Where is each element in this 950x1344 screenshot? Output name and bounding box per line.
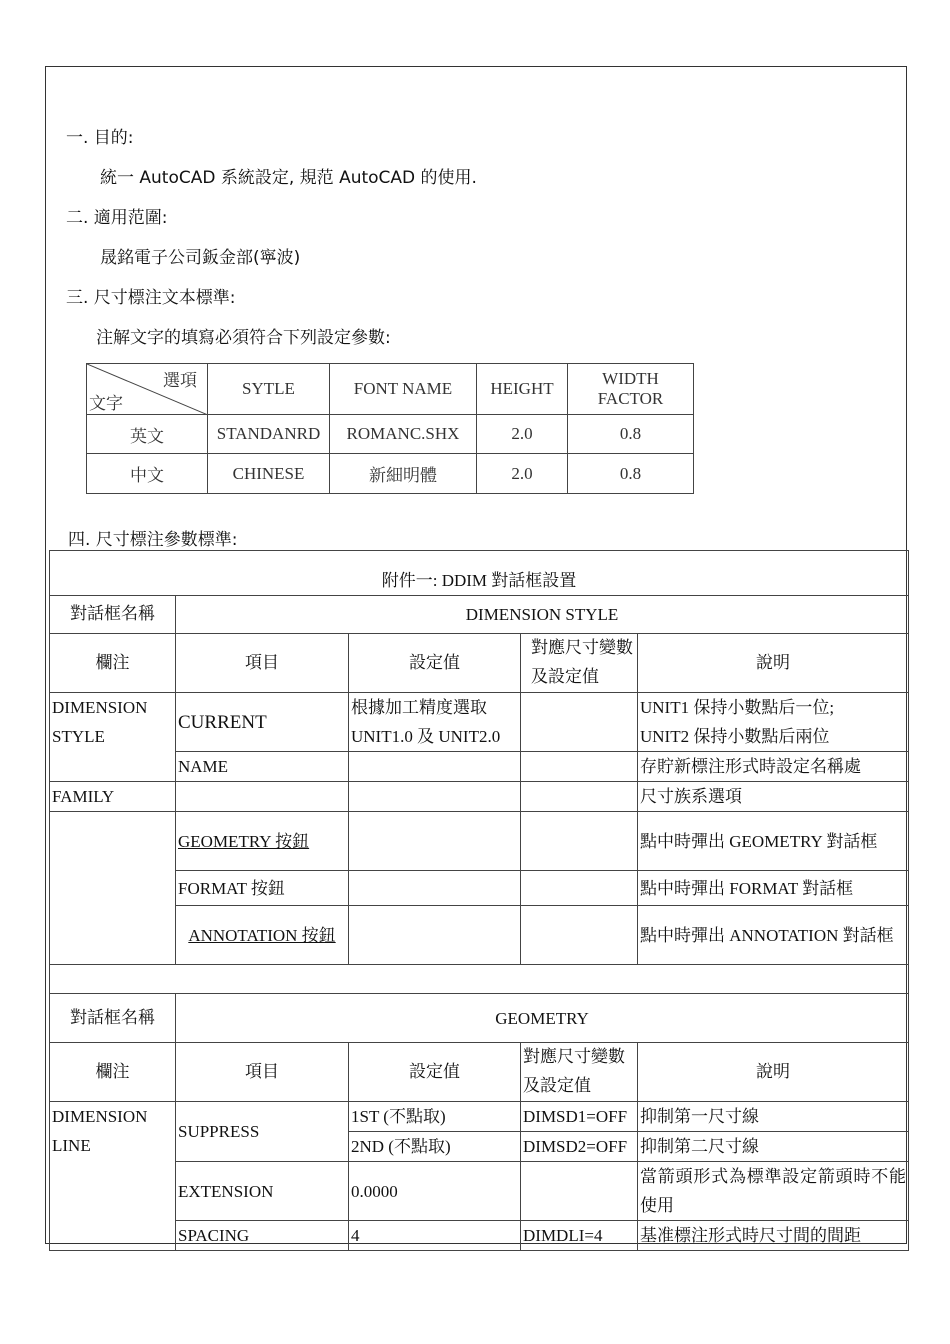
row-height: 2.0 bbox=[477, 415, 568, 454]
item-name: NAME bbox=[176, 752, 349, 782]
header-value-2: 設定值 bbox=[349, 1043, 521, 1102]
section-1-body: 統一 AutoCAD 系統設定, 規范 AutoCAD 的使用. bbox=[100, 168, 477, 188]
geometry-button-label[interactable]: GEOMETRY 按鈕 bbox=[178, 831, 310, 851]
item-suppress: SUPPRESS bbox=[176, 1102, 349, 1162]
suppress-1-description: 抑制第一尺寸線 bbox=[638, 1102, 909, 1132]
format-button-label[interactable]: FORMAT 按鈕 bbox=[176, 871, 349, 906]
section-4-title: 四. 尺寸標注參數標準: bbox=[68, 530, 238, 550]
header-style: SYTLE bbox=[208, 364, 330, 415]
row-font: ROMANC.SHX bbox=[330, 415, 477, 454]
header-description: 說明 bbox=[638, 634, 909, 693]
header-item-2: 項目 bbox=[176, 1043, 349, 1102]
current-value: 根據加工精度選取 UNIT1.0 及 UNIT2.0 bbox=[349, 693, 521, 752]
header-variable-2: 對應尺寸變數及設定值 bbox=[521, 1043, 638, 1102]
header-column: 欄注 bbox=[50, 634, 176, 693]
row-label: 英文 bbox=[87, 415, 208, 454]
row-label: 中文 bbox=[87, 454, 208, 494]
item-extension: EXTENSION bbox=[176, 1162, 349, 1221]
header-font-name: FONT NAME bbox=[330, 364, 477, 415]
item-current: CURRENT bbox=[176, 693, 349, 752]
suppress-1-variable: DIMSD1=OFF bbox=[521, 1102, 638, 1132]
suppress-2-variable: DIMSD2=OFF bbox=[521, 1132, 638, 1162]
header-column-2: 欄注 bbox=[50, 1043, 176, 1102]
table-row bbox=[87, 454, 694, 494]
ddim-settings-table bbox=[49, 550, 909, 1251]
dialog-name-label-2: 對話框名稱 bbox=[50, 994, 176, 1043]
spacing-variable: DIMDLI=4 bbox=[521, 1221, 638, 1251]
header-width-factor: WIDTH FACTOR bbox=[568, 364, 694, 415]
family-description: 尺寸族系選項 bbox=[638, 782, 909, 812]
spacing-description: 基准標注形式時尺寸間的間距 bbox=[638, 1221, 909, 1251]
dimension-line-cell: DIMENSION LINE bbox=[50, 1102, 176, 1251]
suppress-2-description: 抑制第二尺寸線 bbox=[638, 1132, 909, 1162]
header-height: HEIGHT bbox=[477, 364, 568, 415]
dialog-name-value-2: GEOMETRY bbox=[176, 994, 909, 1043]
section-2-title: 二. 適用范圍: bbox=[66, 208, 168, 228]
extension-description: 當箭頭形式為標準設定箭頭時不能使用 bbox=[638, 1162, 909, 1221]
header-value: 設定值 bbox=[349, 634, 521, 693]
current-description bbox=[638, 693, 909, 752]
name-description: 存貯新標注形式時設定名稱處 bbox=[638, 752, 909, 782]
header-item: 項目 bbox=[176, 634, 349, 693]
suppress-1-value: 1ST (不點取) bbox=[349, 1102, 521, 1132]
suppress-2-value: 2ND (不點取) bbox=[349, 1132, 521, 1162]
family-cell: FAMILY bbox=[50, 782, 176, 812]
dialog-name-value: DIMENSION STYLE bbox=[176, 596, 909, 634]
item-spacing: SPACING bbox=[176, 1221, 349, 1251]
section-3-body: 注解文字的填寫必須符合下列設定參數: bbox=[96, 328, 391, 348]
ddim-caption: 附件一: DDIM 對話框設置 bbox=[50, 551, 909, 596]
spacing-value: 4 bbox=[349, 1221, 521, 1251]
spacer-row bbox=[50, 965, 909, 994]
section-1-title: 一. 目的: bbox=[66, 128, 134, 148]
annotation-button-label[interactable]: ANNOTATION 按鈕 bbox=[188, 925, 336, 945]
geometry-description: 點中時彈出 GEOMETRY 對話框 bbox=[638, 812, 909, 871]
extension-value: 0.0000 bbox=[349, 1162, 521, 1221]
current-desc-line2: UNIT2 保持小數點后兩位 bbox=[640, 727, 830, 746]
row-width: 0.8 bbox=[568, 415, 694, 454]
header-variable: 對應尺寸變數及設定值 bbox=[521, 634, 638, 693]
annotation-description: 點中時彈出 ANNOTATION 對話框 bbox=[638, 906, 909, 965]
row-font: 新細明體 bbox=[330, 454, 477, 494]
header-description-2: 說明 bbox=[638, 1043, 909, 1102]
row-height: 2.0 bbox=[477, 454, 568, 494]
corner-header-cell bbox=[87, 364, 208, 415]
current-desc-line1: UNIT1 保持小數點后一位; bbox=[640, 698, 835, 717]
section-3-title: 三. 尺寸標注文本標準: bbox=[66, 288, 236, 308]
corner-bottom-label: 文字 bbox=[89, 394, 123, 414]
row-width: 0.8 bbox=[568, 454, 694, 494]
table-row bbox=[87, 415, 694, 454]
dialog-name-label: 對話框名稱 bbox=[50, 596, 176, 634]
dimension-style-cell: DIMENSION STYLE bbox=[50, 693, 176, 782]
section-2-body: 晟銘電子公司鈑金部(寧波) bbox=[100, 248, 301, 268]
corner-top-label: 選項 bbox=[163, 371, 197, 391]
current-variable bbox=[521, 693, 638, 752]
row-style: CHINESE bbox=[208, 454, 330, 494]
row-style: STANDANRD bbox=[208, 415, 330, 454]
format-description: 點中時彈出 FORMAT 對話框 bbox=[638, 871, 909, 906]
text-parameter-table bbox=[86, 363, 694, 494]
